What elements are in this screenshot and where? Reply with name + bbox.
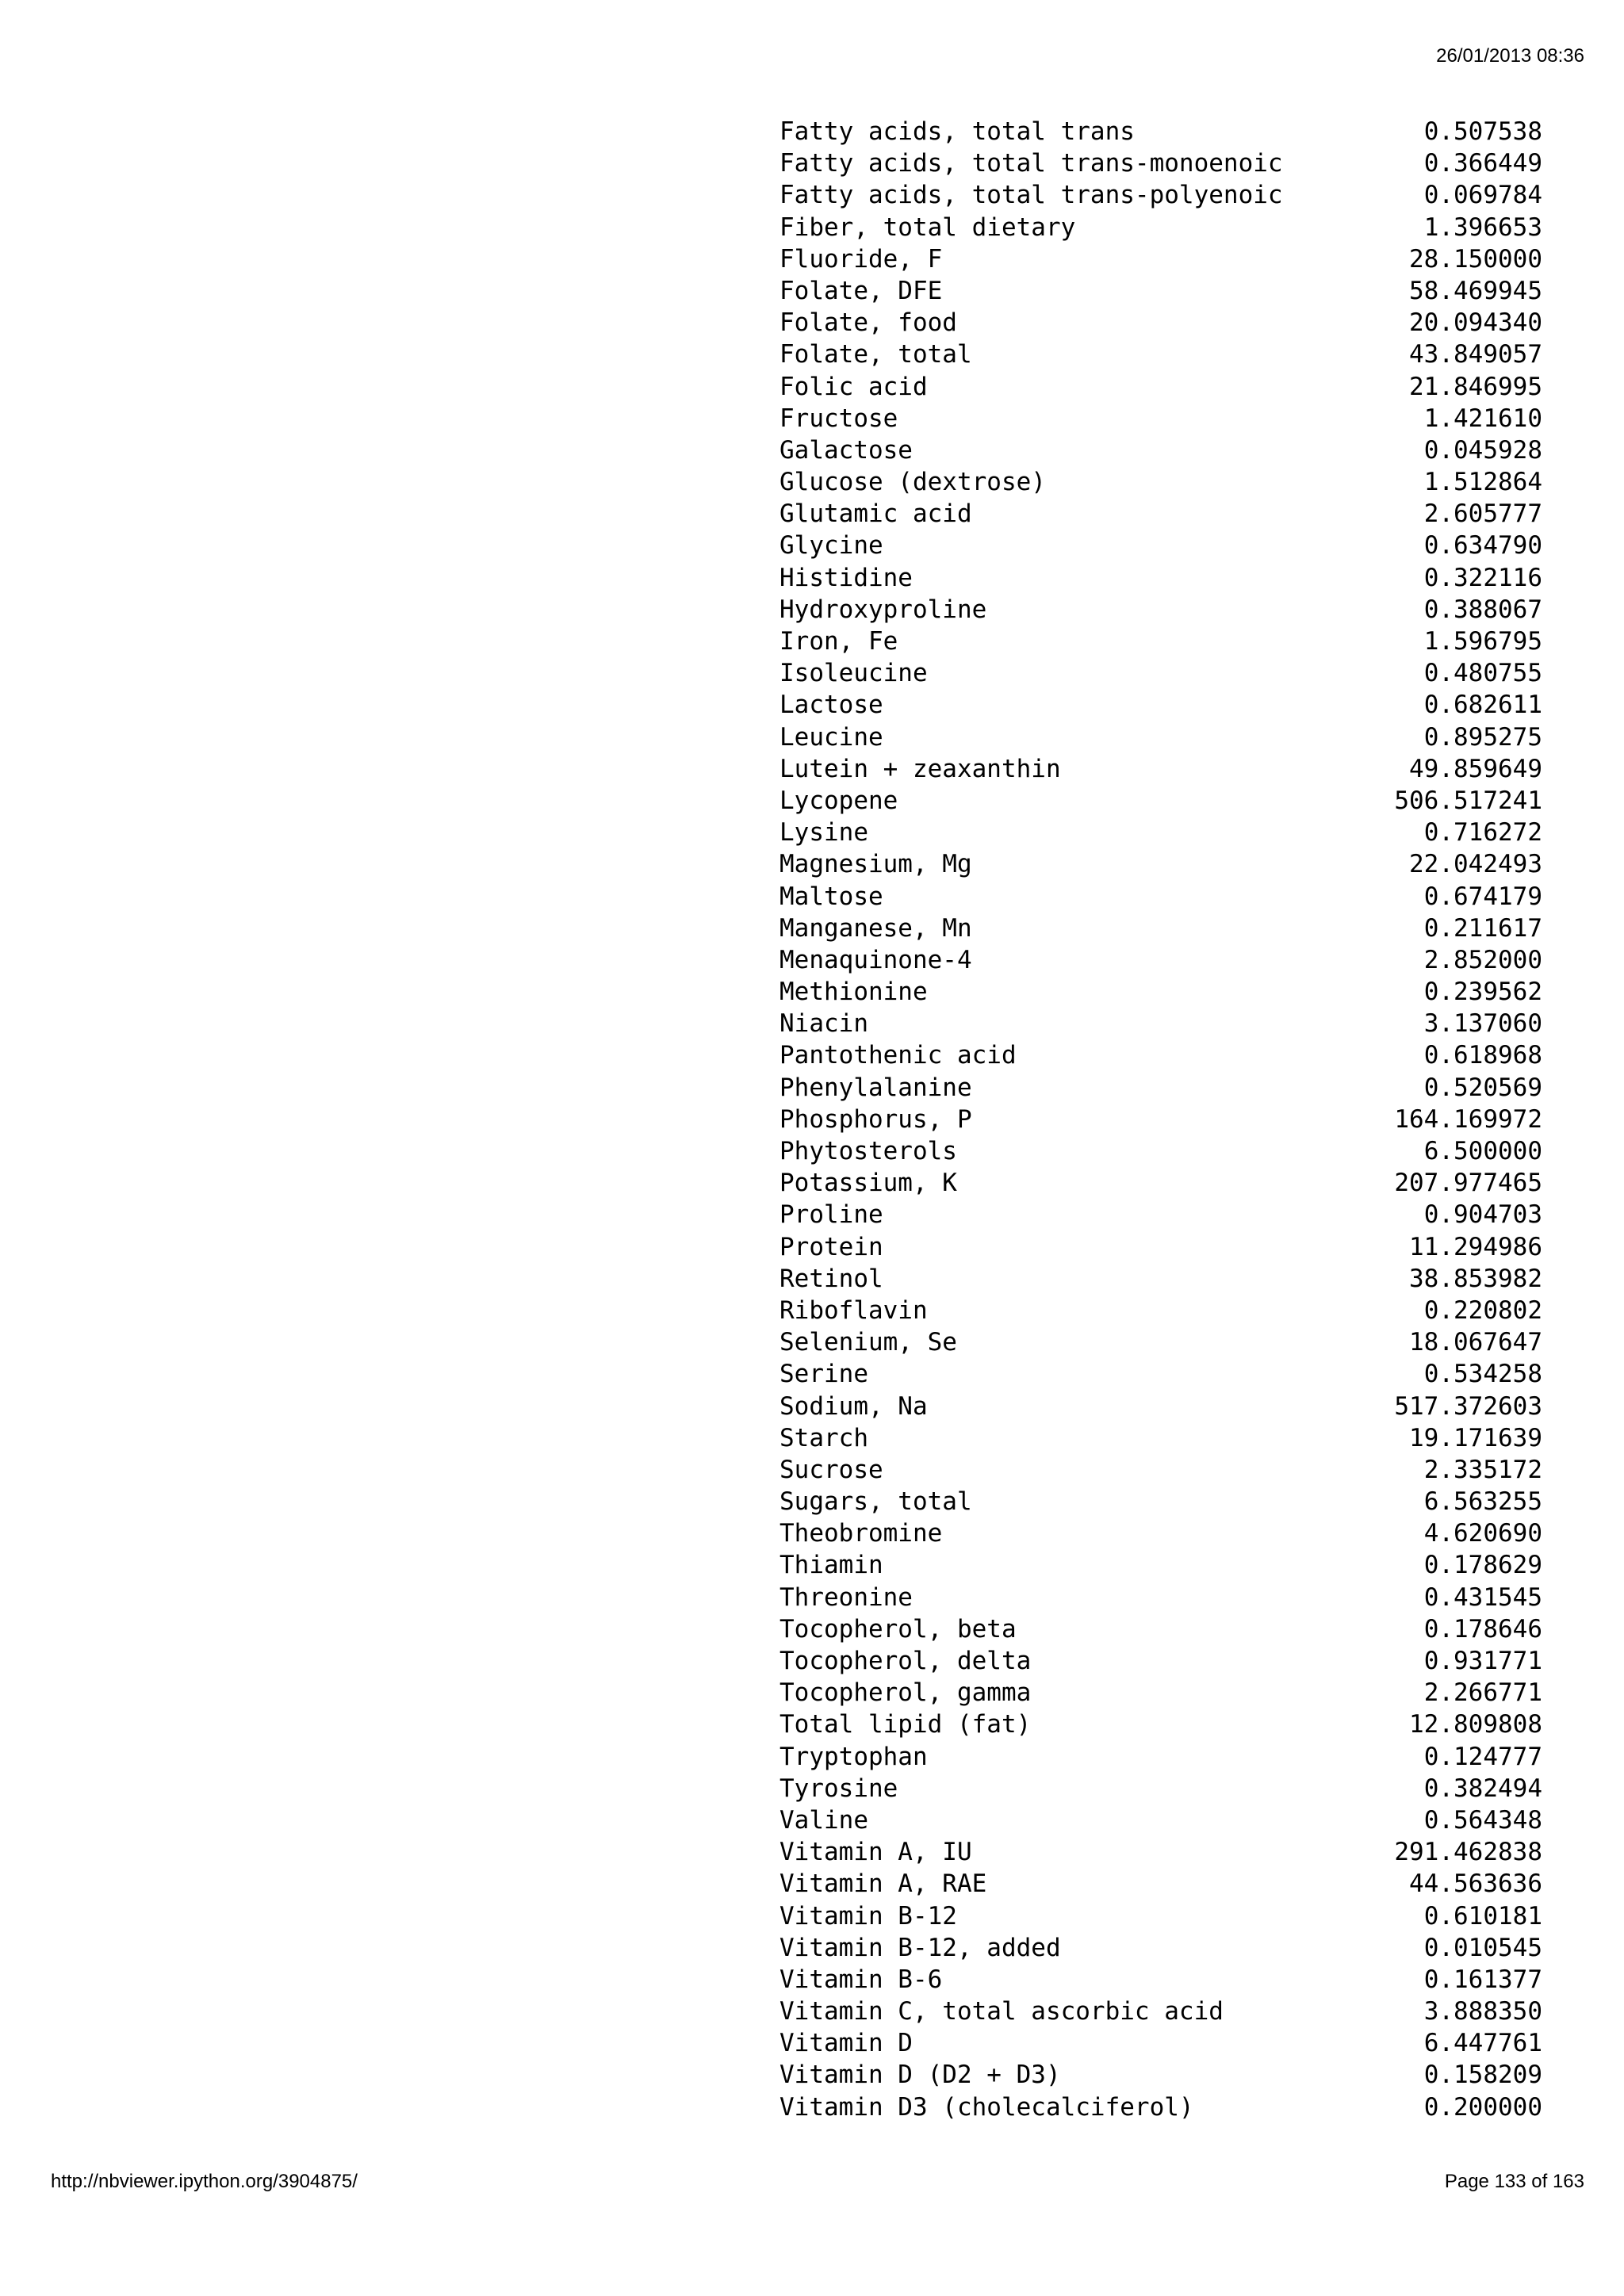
table-row [779, 562, 1542, 594]
nutrient-name: Folic acid [779, 372, 928, 401]
nutrient-value: 0.382494 [1423, 1774, 1542, 1803]
nutrient-value: 0.211617 [1423, 913, 1542, 943]
table-row [779, 1517, 1542, 1549]
table-row [779, 785, 1542, 817]
nutrient-value: 6.500000 [1423, 1137, 1542, 1165]
nutrient-name: Histidine [779, 563, 913, 592]
nutrient-name: Sucrose [779, 1455, 883, 1484]
nutrient-name: Vitamin B-6 [779, 1965, 943, 1994]
nutrient-name: Tocopherol, delta [779, 1647, 1032, 1675]
nutrient-value: 0.895275 [1423, 722, 1542, 752]
nutrient-name: Iron, Fe [779, 627, 898, 656]
nutrient-name: Total lipid (fat) [779, 1710, 1032, 1739]
nutrient-name: Fatty acids, total trans-polyenoic [779, 181, 1283, 210]
nutrient-value: 0.161377 [1423, 1965, 1542, 1994]
nutrient-name: Lactose [779, 691, 883, 720]
nutrient-name: Folate, total [779, 340, 972, 369]
table-row [779, 116, 1542, 147]
nutrient-name: Vitamin D (D2 + D3) [779, 2061, 1061, 2090]
nutrient-value: 0.618968 [1423, 1041, 1542, 1070]
table-row [779, 307, 1542, 339]
table-row [779, 1613, 1542, 1645]
nutrient-value: 0.904703 [1423, 1200, 1542, 1230]
table-row [779, 1549, 1542, 1581]
nutrient-value: 1.396653 [1423, 212, 1542, 242]
table-row [779, 1582, 1542, 1613]
table-row [779, 243, 1542, 275]
nutrient-name: Vitamin C, total ascorbic acid [779, 1997, 1224, 2026]
table-row [779, 817, 1542, 848]
nutrient-name: Fluoride, F [779, 244, 943, 274]
nutrient-name: Glutamic acid [779, 499, 972, 529]
nutrient-value: 0.158209 [1423, 2061, 1542, 2090]
nutrient-value: 2.335172 [1423, 1455, 1542, 1484]
table-row [779, 1072, 1542, 1104]
nutrient-name: Theobromine [779, 1519, 943, 1548]
table-row [779, 1836, 1542, 1868]
nutrient-value: 2.605777 [1423, 499, 1542, 529]
nutrient-value: 164.169972 [1394, 1104, 1542, 1134]
nutrient-name: Sugars, total [779, 1487, 972, 1517]
table-row [779, 1677, 1542, 1709]
nutrient-value: 22.042493 [1409, 850, 1542, 879]
table-row [779, 2091, 1542, 2123]
nutrient-value: 2.852000 [1423, 945, 1542, 974]
nutrient-name: Hydroxyproline [779, 595, 987, 624]
nutrient-value: 49.859649 [1409, 754, 1542, 783]
table-row [779, 1996, 1542, 2027]
table-row [779, 753, 1542, 785]
table-row [779, 721, 1542, 753]
nutrient-name: Menaquinone-4 [779, 945, 972, 974]
table-row [779, 1263, 1542, 1295]
nutrient-value: 38.853982 [1409, 1264, 1542, 1293]
table-row [779, 1231, 1542, 1263]
nutrient-value: 3.137060 [1423, 1009, 1542, 1039]
nutrient-name: Leucine [779, 722, 883, 752]
nutrient-name: Threonine [779, 1582, 913, 1612]
nutrient-value: 44.563636 [1409, 1869, 1542, 1899]
nutrient-name: Vitamin A, RAE [779, 1869, 987, 1899]
nutrient-value: 506.517241 [1394, 786, 1542, 815]
nutrient-value: 0.366449 [1423, 149, 1542, 178]
nutrient-value: 4.620690 [1423, 1519, 1542, 1548]
table-row [779, 1295, 1542, 1326]
nutrient-value: 6.563255 [1423, 1487, 1542, 1517]
nutrient-value: 0.045928 [1423, 435, 1542, 465]
nutrient-name: Lutein + zeaxanthin [779, 754, 1061, 783]
nutrient-value: 11.294986 [1409, 1232, 1542, 1261]
nutrient-value: 1.596795 [1423, 627, 1542, 656]
nutrient-value: 58.469945 [1409, 276, 1542, 305]
nutrient-value: 0.507538 [1423, 117, 1542, 146]
nutrient-value: 0.480755 [1423, 659, 1542, 688]
table-row [779, 1454, 1542, 1486]
nutrient-name: Riboflavin [779, 1295, 928, 1325]
nutrient-value: 0.634790 [1423, 531, 1542, 561]
nutrient-value: 0.178629 [1423, 1551, 1542, 1580]
nutrient-value: 3.888350 [1423, 1997, 1542, 2026]
table-row [779, 1391, 1542, 1422]
nutrient-name: Fiber, total dietary [779, 212, 1076, 242]
nutrient-value: 0.322116 [1423, 563, 1542, 592]
nutrient-name: Retinol [779, 1264, 883, 1293]
nutrient-value: 0.564348 [1423, 1805, 1542, 1835]
nutrient-value: 207.977465 [1394, 1169, 1542, 1198]
nutrient-value: 517.372603 [1394, 1391, 1542, 1421]
nutrient-value: 21.846995 [1409, 372, 1542, 401]
table-row [779, 1900, 1542, 1932]
nutrient-value: 1.421610 [1423, 404, 1542, 433]
table-row [779, 179, 1542, 211]
nutrient-value: 0.124777 [1423, 1742, 1542, 1771]
nutrient-value: 0.388067 [1423, 595, 1542, 624]
table-row [779, 1932, 1542, 1964]
nutrient-name: Proline [779, 1200, 883, 1230]
nutrient-value: 291.462838 [1394, 1838, 1542, 1867]
table-row [779, 944, 1542, 976]
nutrient-value: 0.610181 [1423, 1901, 1542, 1931]
nutrient-name: Niacin [779, 1009, 868, 1039]
table-row [779, 498, 1542, 530]
nutrient-value: 1.512864 [1423, 468, 1542, 497]
nutrient-name: Thiamin [779, 1551, 883, 1580]
table-row [779, 2027, 1542, 2059]
nutrient-name: Manganese, Mn [779, 913, 972, 943]
nutrient-value: 12.809808 [1409, 1710, 1542, 1739]
table-row [779, 689, 1542, 721]
nutrient-name: Lycopene [779, 786, 898, 815]
table-row [779, 339, 1542, 370]
nutrient-value: 0.534258 [1423, 1360, 1542, 1389]
nutrient-name: Magnesium, Mg [779, 850, 972, 879]
nutrient-name: Fatty acids, total trans-monoenoic [779, 149, 1283, 178]
nutrient-value: 0.931771 [1423, 1647, 1542, 1675]
nutrient-name: Vitamin B-12 [779, 1901, 957, 1931]
table-row [779, 1104, 1542, 1135]
nutrient-value: 0.239562 [1423, 978, 1542, 1007]
nutrient-name: Starch [779, 1423, 868, 1452]
nutrient-value: 2.266771 [1423, 1678, 1542, 1708]
table-row [779, 1135, 1542, 1167]
nutrient-value: 0.220802 [1423, 1295, 1542, 1325]
table-row [779, 530, 1542, 561]
nutrient-value: 0.431545 [1423, 1582, 1542, 1612]
nutrient-name: Fatty acids, total trans [779, 117, 1135, 146]
nutrient-value: 0.069784 [1423, 181, 1542, 210]
nutrient-name: Vitamin A, IU [779, 1838, 972, 1867]
nutrient-name: Lysine [779, 818, 868, 848]
table-row [779, 275, 1542, 307]
page-number: Page 133 of 163 [1444, 2171, 1584, 2192]
nutrient-name: Vitamin D [779, 2029, 913, 2058]
table-row [779, 1804, 1542, 1836]
table-row [779, 1773, 1542, 1804]
nutrient-value: 0.674179 [1423, 882, 1542, 911]
nutrient-name: Vitamin B-12, added [779, 1933, 1061, 1962]
nutrient-name: Tocopherol, beta [779, 1614, 1017, 1644]
nutrient-name: Maltose [779, 882, 883, 911]
table-row [779, 657, 1542, 689]
table-row [779, 913, 1542, 944]
table-row [779, 2059, 1542, 2091]
nutrient-name: Phenylalanine [779, 1073, 972, 1102]
source-url-link[interactable]: http://nbviewer.ipython.org/3904875/ [51, 2171, 358, 2192]
nutrient-name: Vitamin D3 (cholecalciferol) [779, 2092, 1194, 2122]
nutrient-value: 0.200000 [1423, 2092, 1542, 2122]
nutrient-name: Potassium, K [779, 1169, 957, 1198]
nutrient-name: Tyrosine [779, 1774, 898, 1803]
nutrient-name: Folate, DFE [779, 276, 943, 305]
nutrient-name: Pantothenic acid [779, 1041, 1017, 1070]
nutrient-name: Selenium, Se [779, 1328, 957, 1357]
nutrient-name: Valine [779, 1805, 868, 1835]
table-row [779, 976, 1542, 1008]
nutrient-name: Isoleucine [779, 659, 928, 688]
nutrient-value: 18.067647 [1409, 1328, 1542, 1357]
table-row [779, 147, 1542, 179]
nutrient-value: 0.716272 [1423, 818, 1542, 848]
nutrient-value: 0.178646 [1423, 1614, 1542, 1644]
table-row [779, 434, 1542, 466]
table-row [779, 1039, 1542, 1071]
table-row [779, 1741, 1542, 1773]
nutrient-value: 19.171639 [1409, 1423, 1542, 1452]
nutrient-table [779, 116, 1542, 2123]
nutrient-name: Methionine [779, 978, 928, 1007]
table-row [779, 1199, 1542, 1230]
nutrient-value: 20.094340 [1409, 308, 1542, 338]
table-row [779, 1358, 1542, 1390]
nutrient-value: 0.520569 [1423, 1073, 1542, 1102]
nutrient-name: Fructose [779, 404, 898, 433]
table-row [779, 594, 1542, 626]
table-row [779, 1486, 1542, 1517]
nutrient-name: Glycine [779, 531, 883, 561]
nutrient-name: Tocopherol, gamma [779, 1678, 1032, 1708]
table-row [779, 371, 1542, 403]
nutrient-name: Glucose (dextrose) [779, 468, 1046, 497]
print-timestamp: 26/01/2013 08:36 [1436, 45, 1584, 67]
table-row [779, 1868, 1542, 1900]
nutrient-value: 43.849057 [1409, 340, 1542, 369]
table-row [779, 1167, 1542, 1199]
table-row [779, 1964, 1542, 1996]
nutrient-name: Phytosterols [779, 1137, 957, 1165]
table-row [779, 212, 1542, 243]
table-row [779, 1326, 1542, 1358]
table-row [779, 626, 1542, 657]
table-row [779, 1008, 1542, 1039]
nutrient-name: Sodium, Na [779, 1391, 928, 1421]
table-row [779, 466, 1542, 498]
nutrient-name: Serine [779, 1360, 868, 1389]
nutrient-name: Phosphorus, P [779, 1104, 972, 1134]
nutrient-value: 0.010545 [1423, 1933, 1542, 1962]
nutrient-name: Tryptophan [779, 1742, 928, 1771]
table-row [779, 403, 1542, 434]
nutrient-value: 28.150000 [1409, 244, 1542, 274]
table-row [779, 1645, 1542, 1677]
table-row [779, 848, 1542, 880]
nutrient-name: Folate, food [779, 308, 957, 338]
nutrient-name: Galactose [779, 435, 913, 465]
nutrient-name: Protein [779, 1232, 883, 1261]
nutrient-value: 0.682611 [1423, 691, 1542, 720]
table-row [779, 1709, 1542, 1740]
nutrient-value: 6.447761 [1423, 2029, 1542, 2058]
table-row [779, 1422, 1542, 1454]
table-row [779, 881, 1542, 913]
